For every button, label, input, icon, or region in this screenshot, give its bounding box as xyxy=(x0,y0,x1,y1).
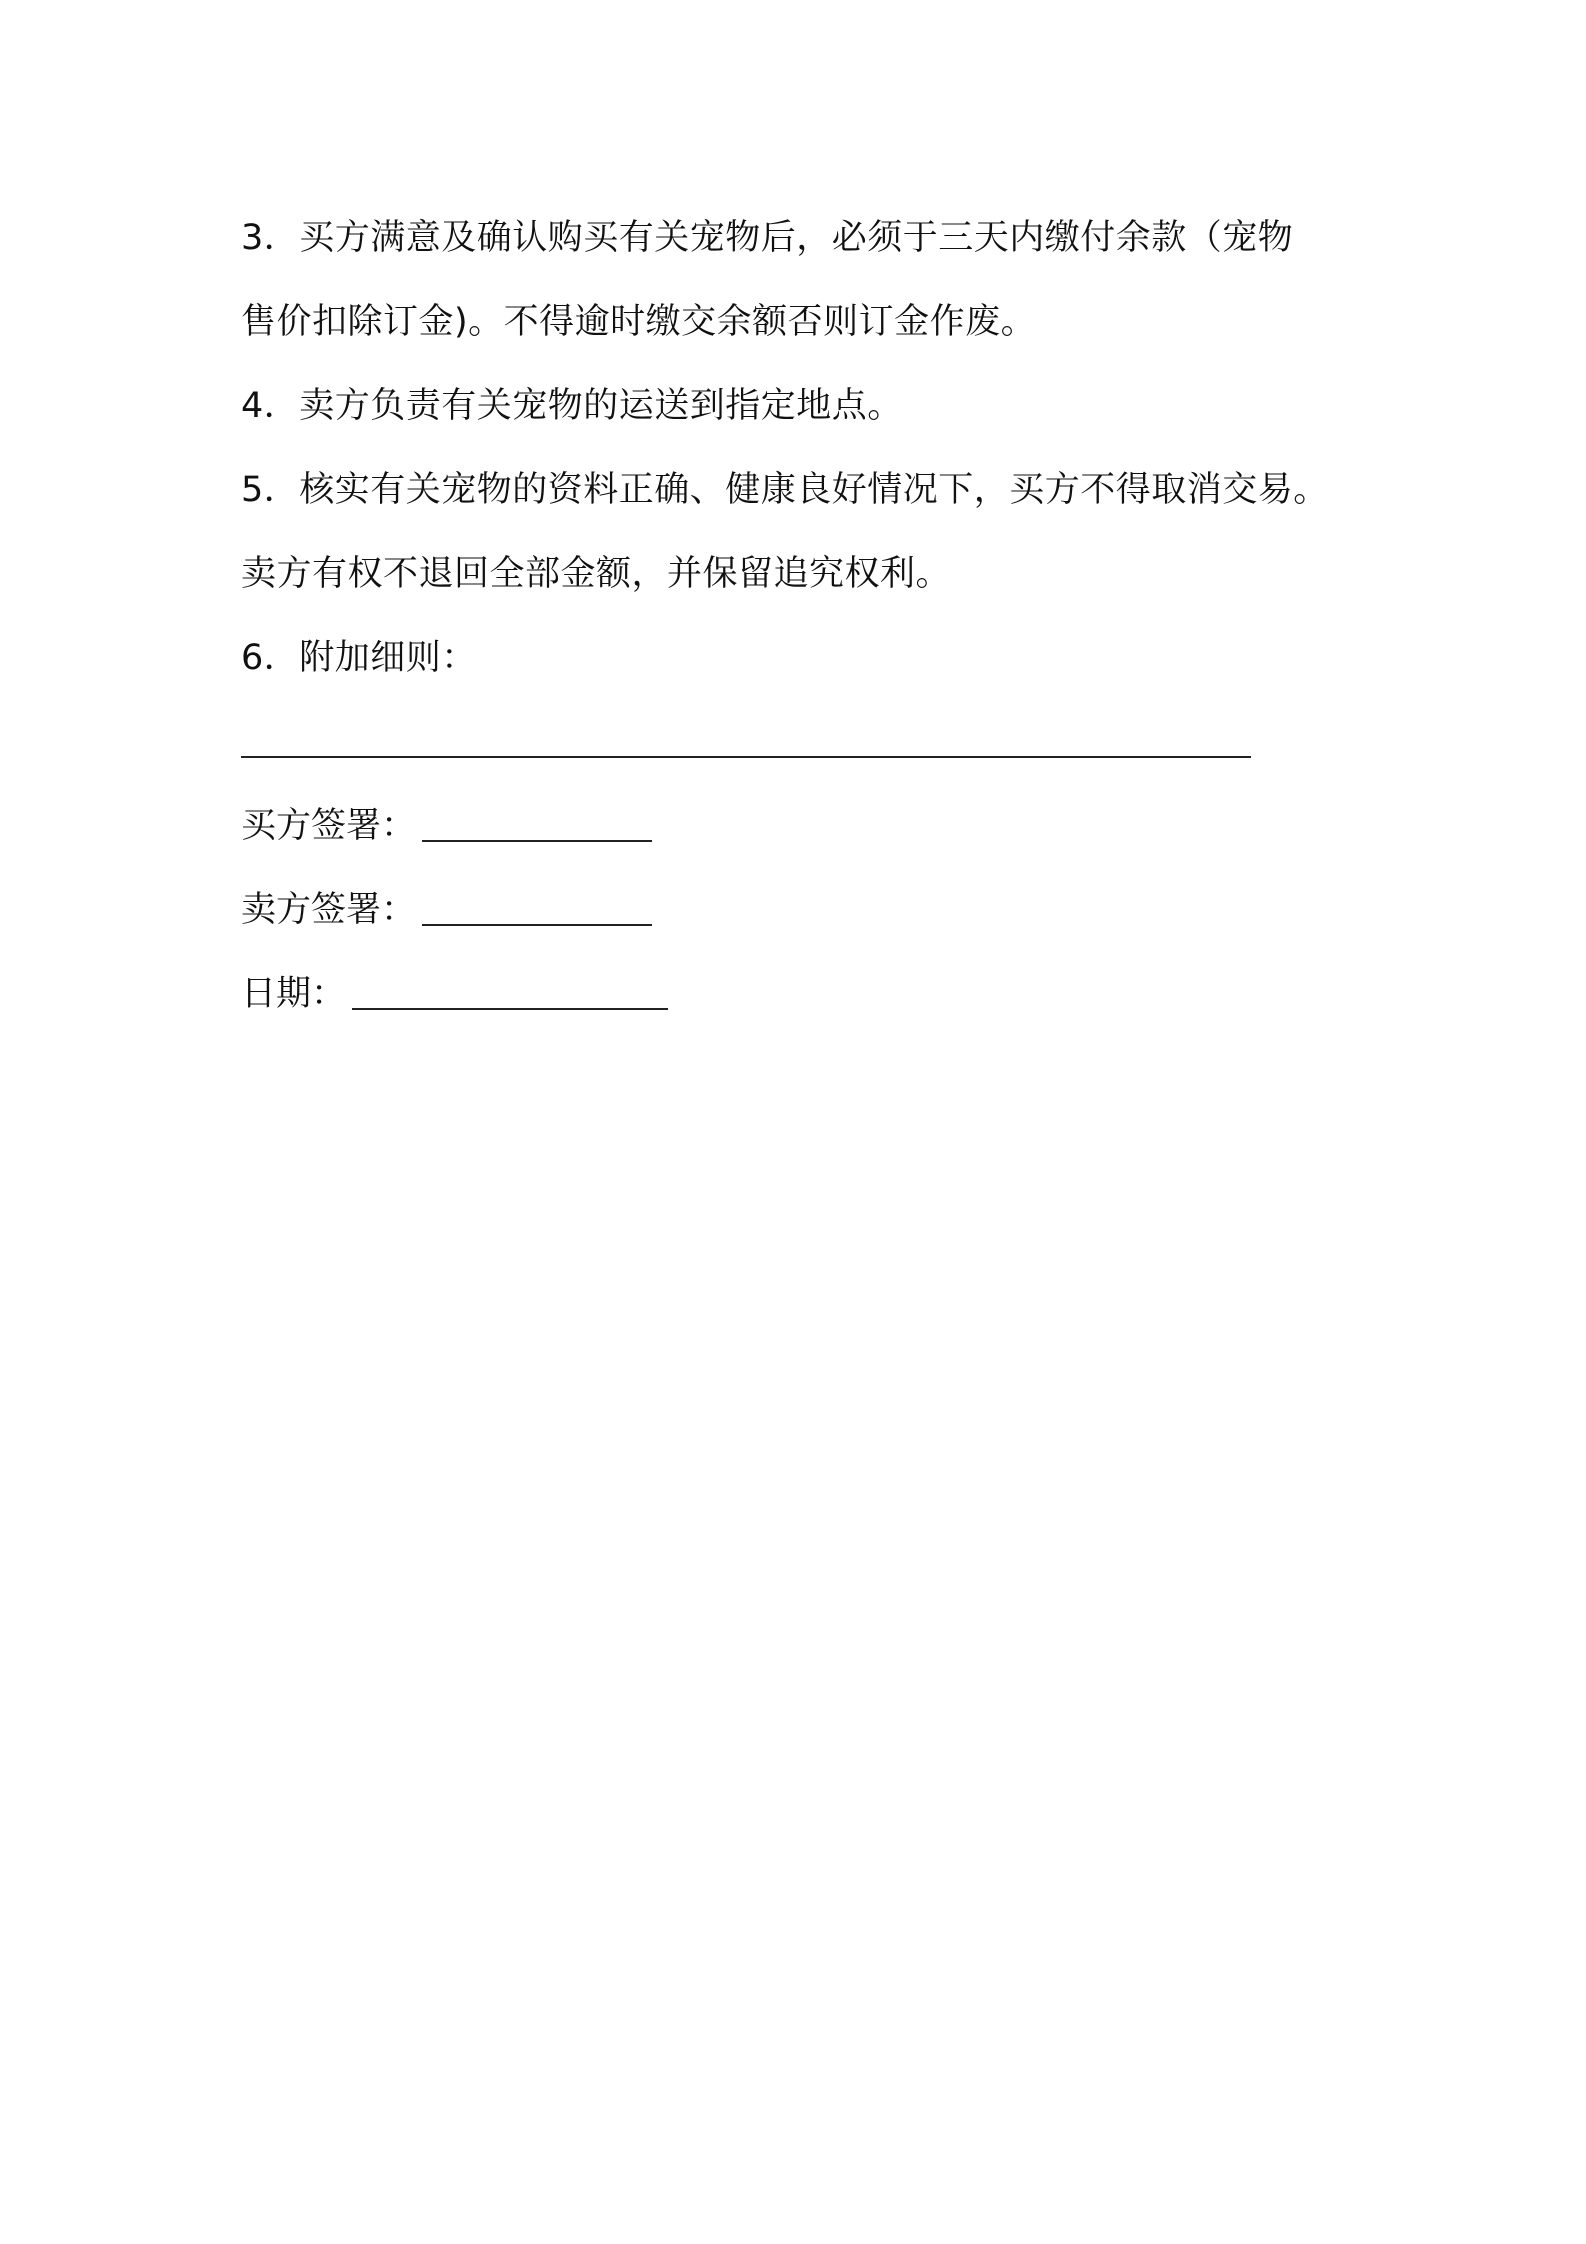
contract-body xyxy=(241,196,1381,1036)
buyer-signature-blank xyxy=(422,784,652,842)
clause-3-line-1: 3．买方满意及确认购买有关宠物后，必须于三天内缴付余款（宠物 xyxy=(241,218,1294,258)
seller-signature-blank xyxy=(422,868,652,926)
clause-5-line-1: 5．核实有关宠物的资料正确、健康良好情况下，买方不得取消交易。 xyxy=(241,470,1329,510)
clause-5-line-2: 卖方有权不退回全部金额，并保留追究权利。 xyxy=(241,554,952,594)
clause-4: 4．卖方负责有关宠物的运送到指定地点。 xyxy=(241,386,903,426)
buyer-signature-label: 买方签署： xyxy=(241,806,417,846)
seller-signature-row xyxy=(241,868,1381,952)
buyer-signature-row xyxy=(241,784,1381,868)
date-row xyxy=(241,952,1381,1036)
additional-terms-blank-line xyxy=(241,700,1381,784)
seller-signature-label: 卖方签署： xyxy=(241,890,417,930)
clause-3-line-2: 售价扣除订金)。不得逾时缴交余额否则订金作废。 xyxy=(241,302,1037,342)
date-label: 日期： xyxy=(241,974,347,1014)
date-blank xyxy=(352,952,668,1010)
additional-terms-rule xyxy=(241,756,1251,758)
clause-6-heading: 6．附加细则： xyxy=(241,638,477,678)
